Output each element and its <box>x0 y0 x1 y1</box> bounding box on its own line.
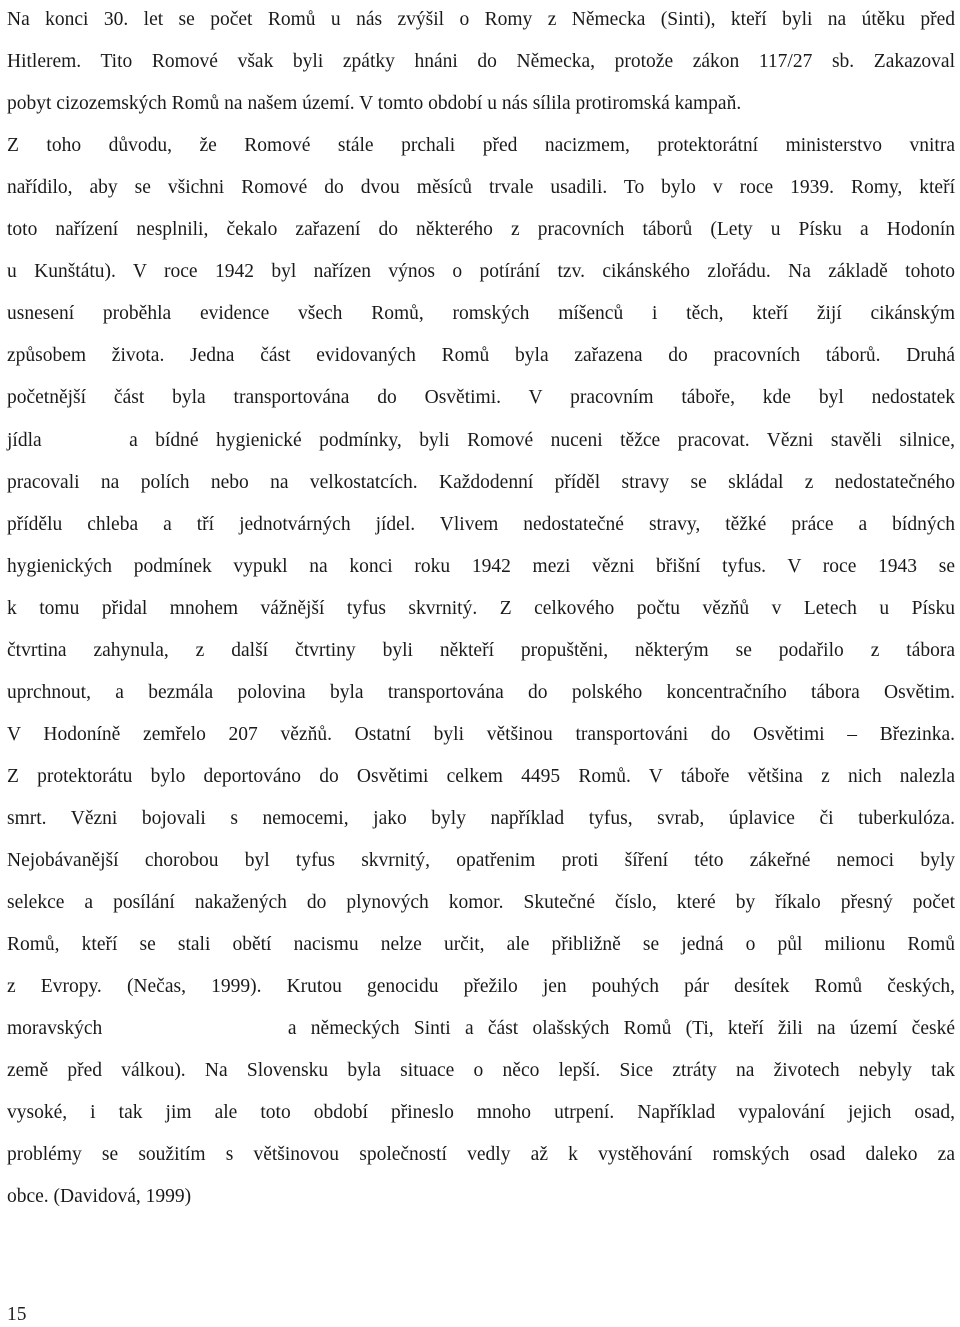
text-line: početnější část byla transportována do Osvětimi. V pracovním táboře, kde byl nedostatek <box>7 387 955 409</box>
text-line: Z toho důvodu, že Romové stále prchali před nacizmem, protektorátní ministerstvo vnitra <box>7 135 955 157</box>
text-line: Nejobávanější chorobou byl tyfus skvrnitý, opatřenim proti šíření této zákeřné nemoci byly <box>7 850 955 871</box>
text-line: Romů, kteří se stali obětí nacismu nelze určit, ale přibližně se jedná o půl milionu Romů <box>7 934 955 956</box>
text-line: smrt. Vězni bojovali s nemocemi, jako byly například tyfus, svrab, úplavice či tuberkulóza. <box>7 807 955 829</box>
text-line: u Kunštátu). V roce 1942 byl nařízen výnos o potírání tzv. cikánského zlořádu. Na základě tohoto <box>7 261 955 283</box>
text-line: selekce a posílání nakažených do plynových komor. Skutečné číslo, které by říkalo přesný počet <box>7 892 955 914</box>
text-line: moravských a německých Sinti a část olašských Romů (Ti, kteří žili na území české <box>7 1018 955 1040</box>
text-line: způsobem života. Jedna část evidovaných Romů byla zařazena do pracovních táborů. Druhá <box>7 345 955 367</box>
text-line: čtvrtina zahynula, z další čtvrtiny byli někteří propuštěni, některým se podařilo z tábora <box>7 639 955 661</box>
page-number: 15 <box>7 1304 27 1325</box>
text-line: V Hodoníně zemřelo 207 vězňů. Ostatní byli většinou transportováni do Osvětimi – Březinka. <box>7 723 955 745</box>
text-line: pracovali na polích nebo na velkostatcích. Každodenní příděl stravy se skládal z nedostatečného <box>7 471 955 493</box>
text-line: vysoké, i tak jim ale toto období přineslo mnoho utrpení. Například vypalování jejich osad, <box>7 1102 955 1124</box>
text-line: Z protektorátu bylo deportováno do Osvětimi celkem 4495 Romů. V táboře většina z nich nalezla <box>7 765 955 787</box>
text-line: pobyt cizozemských Romů na našem území. V tomto období u nás sílila protiromská kampaň. <box>7 93 742 115</box>
text-line: toto nařízení nesplnili, čekalo zařazení do některého z pracovních táborů (Lety u Písku a Hodonín <box>7 219 955 241</box>
text-line: jídla a bídné hygienické podmínky, byli Romové nuceni těžce pracovat. Vězni stavěli silnice, <box>7 429 955 451</box>
text-line: z Evropy. (Nečas, 1999). Krutou genocidu přežilo jen pouhých pár desítek Romů českých, <box>7 976 955 998</box>
text-line: hygienických podmínek vypukl na konci roku 1942 mezi vězni břišní tyfus. V roce 1943 se <box>7 555 955 577</box>
text-line: obce. (Davidová, 1999) <box>7 1186 192 1208</box>
text-line: Hitlerem. Tito Romové však byli zpátky hnáni do Německa, protože zákon 117/27 sb. Zakazoval <box>7 51 955 73</box>
text-line: Na konci 30. let se počet Romů u nás zvýšil o Romy z Německa (Sinti), kteří byli na útěku před <box>7 9 955 30</box>
text-line: nařídilo, aby se všichni Romové do dvou měsíců trvale usadili. To bylo v roce 1939. Romy, kteří <box>7 177 955 199</box>
text-line: země před válkou). Na Slovensku byla situace o něco lepší. Sice ztráty na životech nebyly tak <box>7 1060 955 1082</box>
text-line: problémy se soužitím s většinovou společností vedly až k vystěhování romských osad daleko za <box>7 1144 955 1166</box>
text-line: přídělu chleba a tří jednotvárných jídel. Vlivem nedostatečné stravy, těžké práce a bídných <box>7 513 955 535</box>
text-line: k tomu přidal mnohem vážnější tyfus skvrnitý. Z celkového počtu vězňů v Letech u Písku <box>7 597 955 619</box>
text-line: uprchnout, a bezmála polovina byla transportována do polského koncentračního tábora Osvětim. <box>7 681 955 703</box>
text-line: usnesení proběhla evidence všech Romů, romských míšenců i těch, kteří žijí cikánským <box>7 303 955 325</box>
